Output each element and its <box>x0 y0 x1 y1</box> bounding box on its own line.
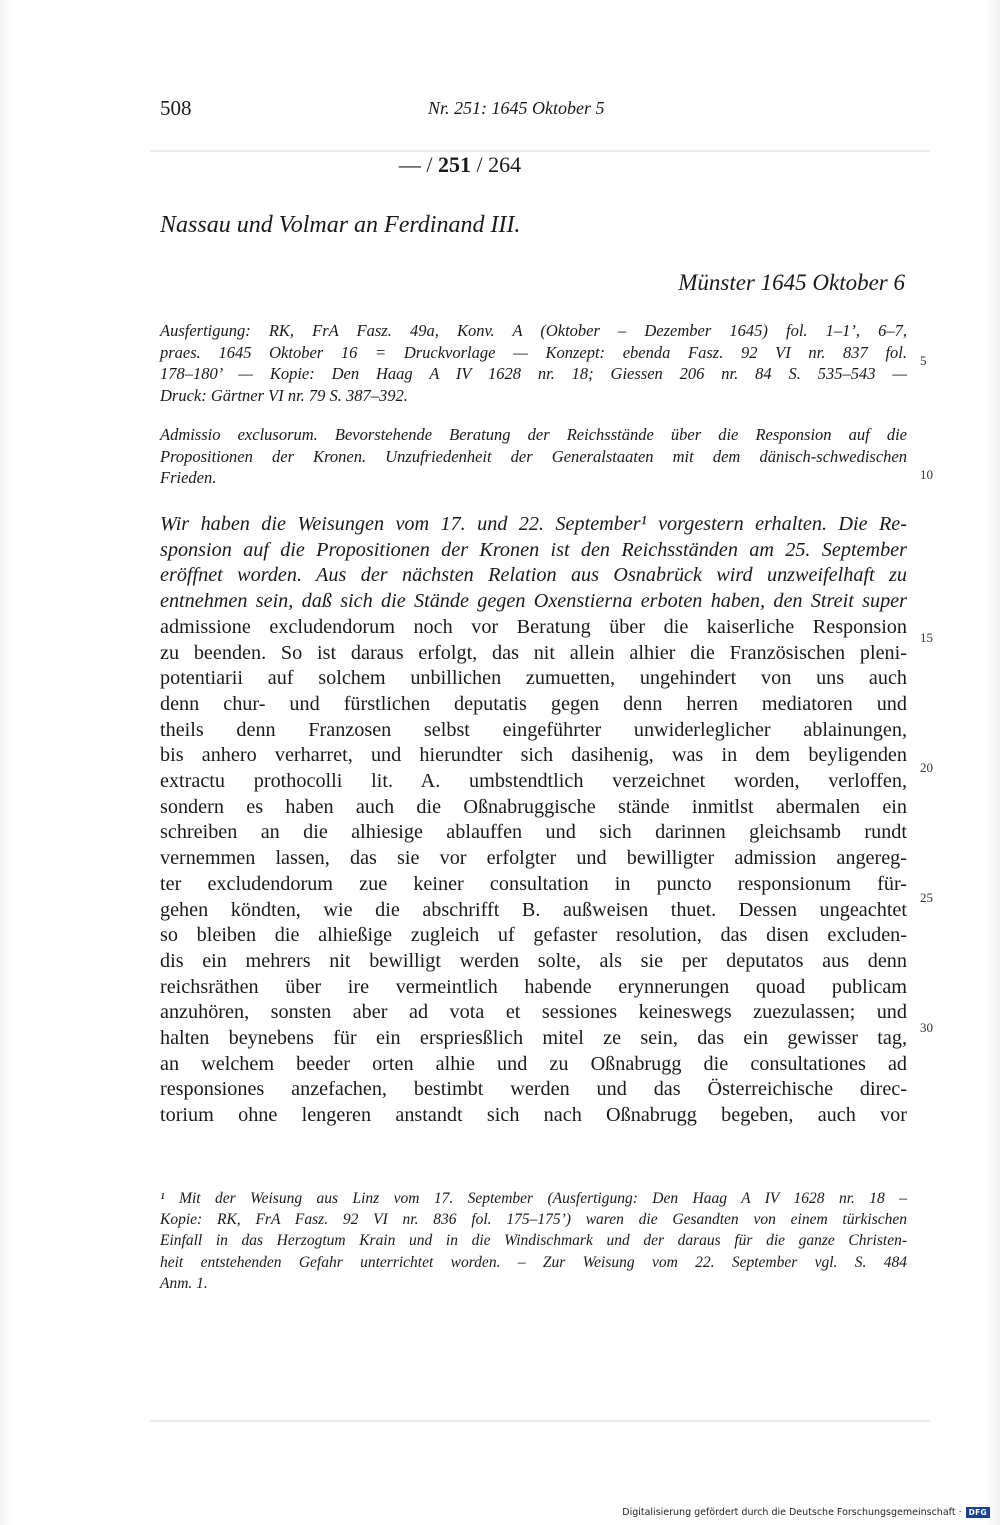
document-number-main: 251 <box>438 152 471 177</box>
body-line: eröffnet worden. Aus der nächsten Relation aus Osnabrück wird unzweifelhaft zu <box>160 564 907 587</box>
body-line: denn chur- und fürstlichen deputatis gegen denn herren mediatoren und <box>160 692 907 715</box>
body-line: torium ohne lengeren anstandt sich nach Oßnabrugg begeben, auch vor <box>160 1104 907 1127</box>
bleed-through-line <box>150 1420 930 1422</box>
place-date: Münster 1645 Oktober 6 <box>678 270 905 295</box>
document-number <box>160 152 760 178</box>
body-line: zu beenden. So ist daraus erfolgt, das nit allein alhier die Französischen pleni- <box>160 641 907 664</box>
body-line: ter excludendorum zue keiner consultation in puncto responsionum für- <box>160 872 907 895</box>
body-line: so bleiben die alhießige zugleich uf gefaster resolution, das disen excluden- <box>160 924 907 947</box>
regest-block <box>160 424 907 489</box>
regest-line: Propositionen der Kronen. Unzufriedenheit der Generalstaaten mit dem dänisch-schwedischen <box>160 446 907 466</box>
body-line: schreiben an die alhiesige ablauffen und sich darinnen gleichsamb rundt <box>160 821 907 844</box>
margin-line-number: 15 <box>920 630 933 645</box>
regest-line: Frieden. <box>160 468 217 487</box>
sources-block <box>160 320 907 406</box>
footnote-line: Einfall in das Herzogtum Krain und in die Windischmark und der daraus für die ganze Christen- <box>160 1232 907 1250</box>
body-line: reichsräthen über ire vermeintlich habende erynnerungen quoad publicam <box>160 975 907 998</box>
sources-line: Druck: Gärtner VI nr. 79 S. 387–392. <box>160 385 408 405</box>
document-number-suffix: / 264 <box>471 152 522 177</box>
margin-line-number: 5 <box>920 353 927 368</box>
body-line: potentiarii auf solchem unbillichen zumuetten, ungehindert von uns auch <box>160 667 907 690</box>
sources-line: Ausfertigung: RK, FrA Fasz. 49a, Konv. A (Oktober – Dezember 1645) fol. 1–1’, 6–7, <box>160 321 907 340</box>
dfg-logo: DFG <box>966 1507 990 1518</box>
body-line: halten beynebens für ein erspriesßlich mitel ze sein, das ein gewisser tag, <box>160 1027 907 1050</box>
margin-line-number: 25 <box>920 890 933 905</box>
margin-line-number: 10 <box>920 467 933 482</box>
body-line: sponsion auf die Propositionen der Kronen ist den Reichsständen am 25. September <box>160 538 907 561</box>
body-text <box>160 512 907 1129</box>
sources-line: praes. 1645 Oktober 16 = Druckvorlage — Konzept: ebenda Fasz. 92 VI nr. 837 fol. <box>160 342 907 362</box>
document-title: Nassau und Volmar an Ferdinand III. <box>160 212 521 238</box>
document-number-prefix: — / <box>398 152 438 177</box>
running-head: Nr. 251: 1645 Oktober 5 <box>428 98 605 118</box>
page-header <box>160 96 907 126</box>
sources-line: 178–180’ — Kopie: Den Haag A IV 1628 nr. 18; Giessen 206 nr. 84 S. 535–543 — <box>160 364 907 383</box>
body-line: Wir haben die Weisungen vom 17. und 22. September¹ vorgestern erhalten. Die Re- <box>160 513 907 535</box>
margin-line-number: 30 <box>920 1020 933 1035</box>
body-line: bis anhero verharret, und hierundter sich dasihenig, was in dem beyligenden <box>160 744 907 767</box>
body-line: anzuhören, sonsten aber ad vota et sessiones keineswegs zuezulassen; und <box>160 1001 907 1024</box>
body-line: dis ein mehrers nit bewilligt werden solte, als sie per deputatos aus denn <box>160 949 907 972</box>
footnote-line: ¹ Mit der Weisung aus Linz vom 17. September (Ausfertigung: Den Haag A IV 1628 nr. 18 – <box>160 1190 907 1207</box>
funding-credit-text: Digitalisierung gefördert durch die Deutsche Forschungsgemeinschaft · <box>622 1506 962 1518</box>
body-line: entnehmen sein, daß sich die Stände gegen Oxenstierna erboten haben, den Streit super <box>160 590 907 613</box>
body-line: theils denn Franzosen selbst eingeführter unwiderleglicher ablainungen, <box>160 718 907 741</box>
body-line: extractu prothocolli lit. A. umbstendtlich verzeichnet worden, verloffen, <box>160 770 907 793</box>
footnote-line: Kopie: RK, FrA Fasz. 92 VI nr. 836 fol. 175–175’) waren die Gesandten von einem türkischen <box>160 1211 907 1229</box>
body-line: gehen köndten, wie die abschrifft B. außweisen thuet. Dessen ungeachtet <box>160 898 907 921</box>
funding-credit <box>622 1505 990 1519</box>
footnote <box>160 1188 907 1294</box>
page-number: 508 <box>160 96 192 120</box>
footnote-line: heit entstehenden Gefahr unterrichtet worden. – Zur Weisung vom 22. September vgl. S. 484 <box>160 1253 907 1271</box>
body-line: admissione excludendorum noch vor Beratung über die kaiserliche Responsion <box>160 615 907 638</box>
margin-line-number: 20 <box>920 760 933 775</box>
body-line: vernemmen lassen, das sie vor erfolgter und bewilligter admission angereg- <box>160 847 907 870</box>
body-line: an welchem beeder orten alhie und zu Oßnabrugg die consultationes ad <box>160 1052 907 1075</box>
regest-line: Admissio exclusorum. Bevorstehende Beratung der Reichsstände über die Responsion auf die <box>160 425 907 444</box>
body-line: sondern es haben auch die Oßnabruggische stände inmitlst abermalen ein <box>160 795 907 818</box>
footnote-line: Anm. 1. <box>160 1274 208 1292</box>
body-line: responsiones anzefachen, bestimbt werden und das Österreichische direc- <box>160 1078 907 1101</box>
